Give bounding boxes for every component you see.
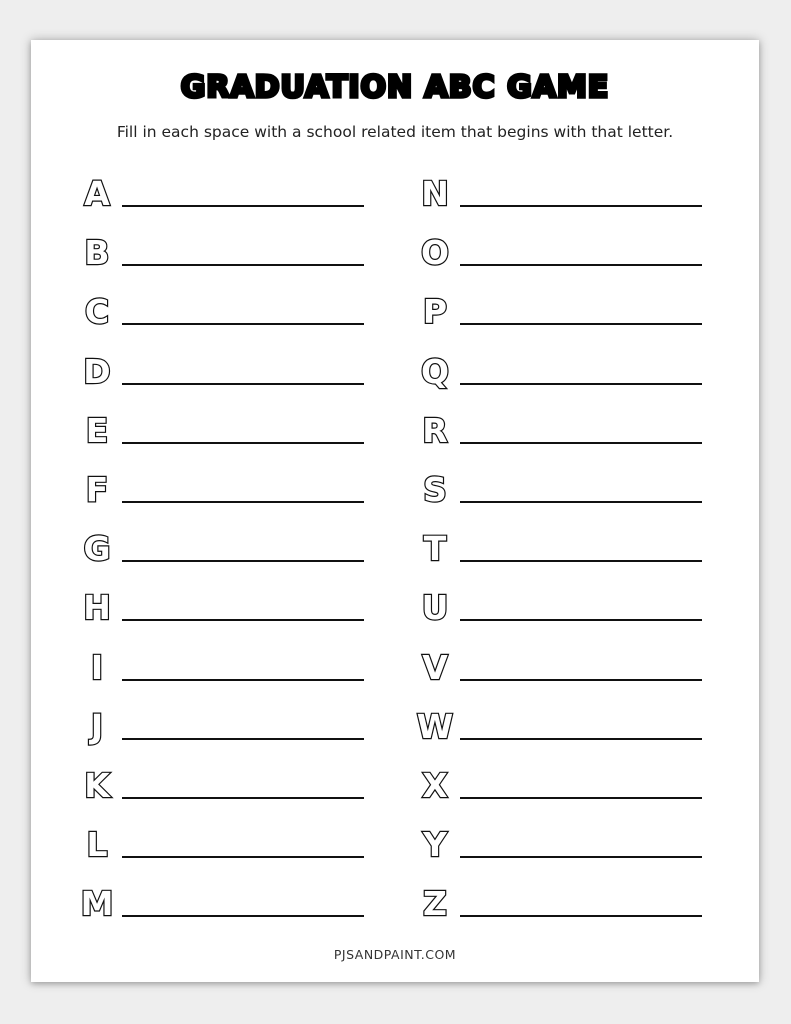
answer-blank-line: [460, 797, 702, 799]
outlined-letter: L: [86, 825, 108, 865]
outlined-letter: V: [422, 647, 448, 687]
answer-blank-line: [460, 560, 702, 562]
answer-blank-line: [122, 797, 364, 799]
letter-row: [415, 880, 705, 939]
outlined-letter: T: [423, 529, 447, 569]
letter-row: [77, 288, 367, 347]
letter-row: [415, 466, 705, 525]
letter-row: [415, 170, 705, 229]
site-credit: PJSANDPAINT.COM: [333, 947, 457, 962]
answer-blank-line: [460, 915, 702, 917]
letter-row: [77, 525, 367, 584]
answer-blank-line: [122, 264, 364, 266]
outlined-letter: I: [90, 647, 104, 687]
answer-blank-line: [460, 856, 702, 858]
outlined-letter: P: [422, 292, 448, 332]
outlined-letter: F: [85, 469, 109, 509]
answer-blank-line: [122, 501, 364, 503]
answer-blank-line: [460, 264, 702, 266]
outlined-letter: S: [423, 469, 447, 509]
worksheet-page: [31, 40, 759, 982]
answer-blank-line: [122, 738, 364, 740]
outlined-letter: K: [84, 765, 110, 805]
letter-row: [415, 525, 705, 584]
outlined-letter: J: [90, 706, 104, 746]
letter-row: [415, 821, 705, 880]
answer-blank-line: [122, 560, 364, 562]
outlined-letter: C: [84, 292, 110, 332]
answer-blank-line: [460, 323, 702, 325]
right-letter-column: [415, 170, 705, 939]
letter-row: [415, 407, 705, 466]
outlined-letter: Z: [423, 884, 447, 924]
answer-blank-line: [460, 501, 702, 503]
letter-row: [415, 762, 705, 821]
answer-blank-line: [460, 619, 702, 621]
answer-blank-line: [122, 205, 364, 207]
outlined-letter: E: [85, 410, 109, 450]
letter-row: [415, 584, 705, 643]
letter-row: [77, 762, 367, 821]
outlined-letter: Q: [420, 351, 450, 391]
answer-blank-line: [122, 679, 364, 681]
worksheet-title: GRADUATION ABC GAME: [180, 70, 610, 105]
outlined-letter: X: [422, 765, 448, 805]
worksheet-instructions: Fill in each space with a school related item that begins with that letter.: [116, 123, 674, 141]
letter-row: [77, 229, 367, 288]
answer-blank-line: [122, 856, 364, 858]
answer-blank-line: [122, 383, 364, 385]
outlined-letter: U: [421, 588, 449, 628]
outlined-letter: O: [420, 233, 450, 273]
answer-blank-line: [460, 442, 702, 444]
answer-blank-line: [122, 442, 364, 444]
left-letter-column: [77, 170, 367, 939]
letter-row: [415, 288, 705, 347]
letter-row: [415, 644, 705, 703]
outlined-letter: H: [83, 588, 111, 628]
outlined-letter: B: [84, 233, 110, 273]
outlined-letter: A: [84, 174, 110, 213]
answer-blank-line: [122, 619, 364, 621]
letter-row: [77, 880, 367, 939]
answer-blank-line: [460, 679, 702, 681]
letter-row: [77, 348, 367, 407]
answer-blank-line: [460, 205, 702, 207]
letter-row: [415, 703, 705, 762]
outlined-letter: D: [83, 351, 111, 391]
letter-row: [77, 170, 367, 229]
answer-blank-line: [460, 738, 702, 740]
outlined-letter: M: [80, 884, 114, 924]
letter-row: [77, 644, 367, 703]
letter-row: [77, 466, 367, 525]
outlined-letter: R: [422, 410, 448, 450]
answer-blank-line: [122, 323, 364, 325]
outlined-letter: N: [421, 174, 449, 213]
answer-blank-line: [122, 915, 364, 917]
outlined-letter: W: [416, 706, 454, 746]
letter-row: [77, 407, 367, 466]
letter-row: [415, 348, 705, 407]
letter-row: [77, 584, 367, 643]
letter-row: [415, 229, 705, 288]
answer-blank-line: [460, 383, 702, 385]
outlined-letter: Y: [423, 825, 447, 865]
outlined-letter: G: [83, 529, 111, 569]
letter-row: [77, 703, 367, 762]
letter-row: [77, 821, 367, 880]
